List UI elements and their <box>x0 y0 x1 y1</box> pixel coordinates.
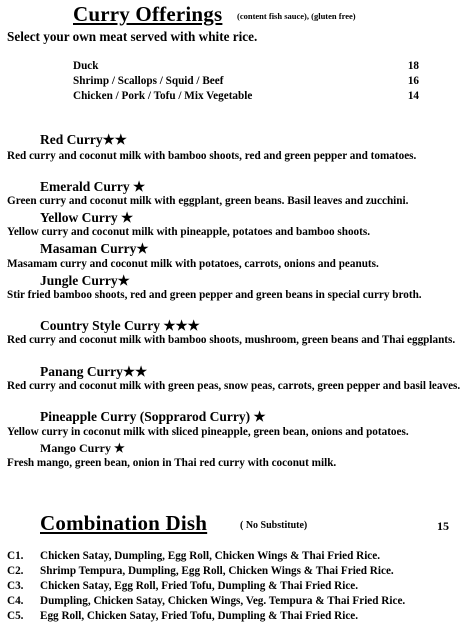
star-icon: ★ <box>121 210 134 225</box>
price-label-chicken-pork-tofu: Chicken / Pork / Tofu / Mix Vegetable <box>73 90 253 102</box>
price-value-chicken-pork-tofu: 14 <box>407 90 419 102</box>
combo-code: C2. <box>7 565 24 577</box>
combo-item-text: Shrimp Tempura, Dumpling, Egg Roll, Chicken Wings & Thai Fried Rice. <box>40 565 394 577</box>
curry-item-description: Yellow curry in coconut milk with sliced pineapple, green bean, onions and potatoes. <box>7 426 409 438</box>
curry-item-description: Yellow curry and coconut milk with pineapple, potatoes and bamboo shoots. <box>7 226 371 238</box>
star-icon: ★★ <box>102 132 127 147</box>
curry-item-name: Emerald Curry ★ <box>40 179 146 194</box>
curry-item-name: Country Style Curry ★★★ <box>40 318 200 333</box>
combo-code: C5. <box>7 610 24 622</box>
combo-item-text: Chicken Satay, Egg Roll, Fried Tofu, Dumpling & Thai Fried Rice. <box>40 580 359 592</box>
curry-item-name: Mango Curry ★ <box>40 441 125 455</box>
curry-item-description: Red curry and coconut milk with bamboo shoots, red and green pepper and tomatoes. <box>7 150 417 162</box>
combo-section-title: Combination Dish <box>40 511 208 535</box>
star-icon: ★ <box>114 441 125 455</box>
curry-item-description: Fresh mango, green bean, onion in Thai red curry with coconut milk. <box>7 457 337 469</box>
curry-section-title: Curry Offerings <box>73 2 223 26</box>
star-icon: ★ <box>117 273 130 288</box>
price-value-seafood-beef: 16 <box>407 75 419 87</box>
curry-item-description: Stir fried bamboo shoots, red and green pepper and green beans in special curry broth. <box>7 289 422 301</box>
combo-item-text: Egg Roll, Chicken Satay, Fried Tofu, Dumpling & Thai Fried Rice. <box>40 610 359 622</box>
star-icon: ★★★ <box>163 318 200 333</box>
combo-code: C1. <box>7 550 24 562</box>
curry-item-name: Red Curry★★ <box>40 132 127 147</box>
curry-item-name: Yellow Curry ★ <box>40 210 134 225</box>
combo-item-text: Chicken Satay, Dumpling, Egg Roll, Chicken Wings & Thai Fried Rice. <box>40 550 381 562</box>
curry-item-description: Green curry and coconut milk with eggplant, green beans. Basil leaves and zucchini. <box>7 195 409 207</box>
combo-code: C3. <box>7 580 24 592</box>
star-icon: ★ <box>253 409 266 424</box>
combo-item-text: Dumpling, Chicken Satay, Chicken Wings, Veg. Tempura & Thai Fried Rice. <box>40 595 406 607</box>
star-icon: ★ <box>132 179 146 194</box>
curry-item-name: Masaman Curry★ <box>40 241 149 256</box>
curry-subtitle: Select your own meat served with white rice. <box>7 29 258 44</box>
curry-item-description: Masamam curry and coconut milk with potatoes, carrots, onions and peanuts. <box>7 258 379 270</box>
star-icon: ★★ <box>122 364 148 379</box>
combo-section-note: ( No Substitute) <box>240 520 308 531</box>
curry-item-name: Jungle Curry★ <box>40 273 130 288</box>
price-label-duck: Duck <box>73 60 99 72</box>
curry-item-name: Panang Curry★★ <box>40 364 148 379</box>
combo-code: C4. <box>7 595 24 607</box>
combo-price: 15 <box>437 519 449 533</box>
curry-section-note: (content fish sauce), (gluten free) <box>237 11 356 21</box>
curry-item-description: Red curry and coconut milk with bamboo shoots, mushroom, green beans and Thai eggplants. <box>7 334 456 346</box>
curry-item-name: Pineapple Curry (Sopprarod Curry) ★ <box>40 409 266 424</box>
curry-item-description: Red curry and coconut milk with green peas, snow peas, carrots, green pepper and basil leaves. <box>7 380 461 392</box>
price-value-duck: 18 <box>407 60 419 72</box>
star-icon: ★ <box>136 241 149 256</box>
price-label-seafood-beef: Shrimp / Scallops / Squid / Beef <box>73 75 224 87</box>
